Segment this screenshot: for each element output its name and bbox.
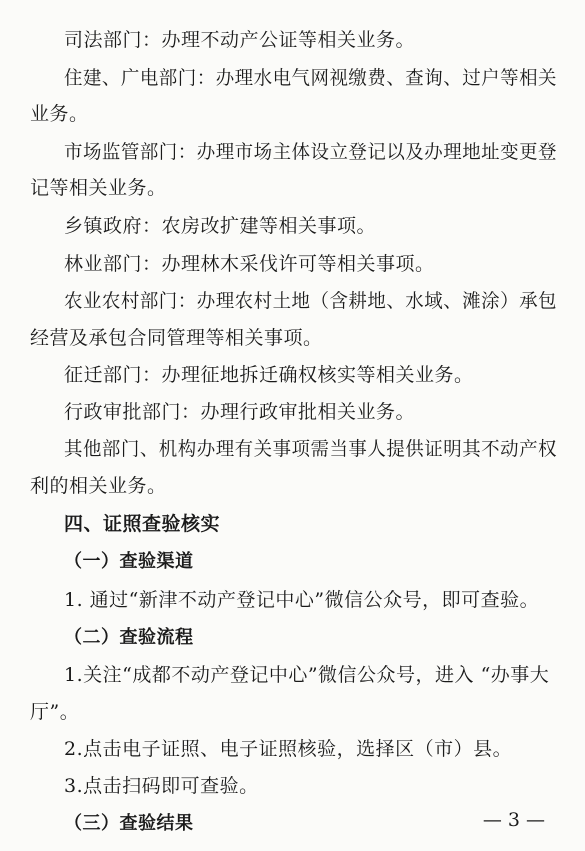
paragraph-other-line1: 其他部门、机构办理有关事项需当事人提供证明其不动产权 xyxy=(64,438,558,460)
paragraph-relocation: 征迁部门：办理征地拆迁确权核实等相关业务。 xyxy=(64,364,474,386)
section-heading-4: 四、证照查验核实 xyxy=(64,513,221,535)
paragraph-process-step2: 2.点击电子证照、电子证照核验，选择区（市）县。 xyxy=(64,738,513,760)
subheading-channel: （一）查验渠道 xyxy=(64,551,194,572)
paragraph-township: 乡镇政府：农房改扩建等相关事项。 xyxy=(64,215,377,237)
paragraph-process-step1-line1: 1.关注“成都不动产登记中心”微信公众号，进入 “办事大 xyxy=(64,664,550,686)
paragraph-judicial: 司法部门：办理不动产公证等相关业务。 xyxy=(64,29,416,51)
paragraph-other-line2: 利的相关业务。 xyxy=(30,475,167,497)
paragraph-agriculture-line2: 经营及承包合同管理等相关事项。 xyxy=(30,327,323,349)
paragraph-housing-line1: 住建、广电部门：办理水电气网视缴费、查询、过户等相关 xyxy=(64,67,558,89)
paragraph-process-step1-line2: 厅”。 xyxy=(30,701,80,723)
paragraph-agriculture-line1: 农业农村部门：办理农村土地（含耕地、水域、滩涂）承包 xyxy=(64,290,558,312)
paragraph-approval: 行政审批部门：办理行政审批相关业务。 xyxy=(64,401,416,423)
paragraph-process-step3: 3.点击扫码即可查验。 xyxy=(64,775,259,797)
paragraph-market-line1: 市场监管部门：办理市场主体设立登记以及办理地址变更登 xyxy=(64,141,558,163)
paragraph-channel: 1. 通过“新津不动产登记中心”微信公众号，即可查验。 xyxy=(64,589,540,611)
subheading-result: （三）查验结果 xyxy=(64,813,194,834)
subheading-process: （二）查验流程 xyxy=(64,627,194,648)
paragraph-forestry: 林业部门：办理林木采伐许可等相关事项。 xyxy=(64,253,435,275)
paragraph-market-line2: 记等相关业务。 xyxy=(30,177,167,199)
page-number: — 3 — xyxy=(482,809,545,831)
paragraph-housing-line2: 业务。 xyxy=(30,103,89,125)
